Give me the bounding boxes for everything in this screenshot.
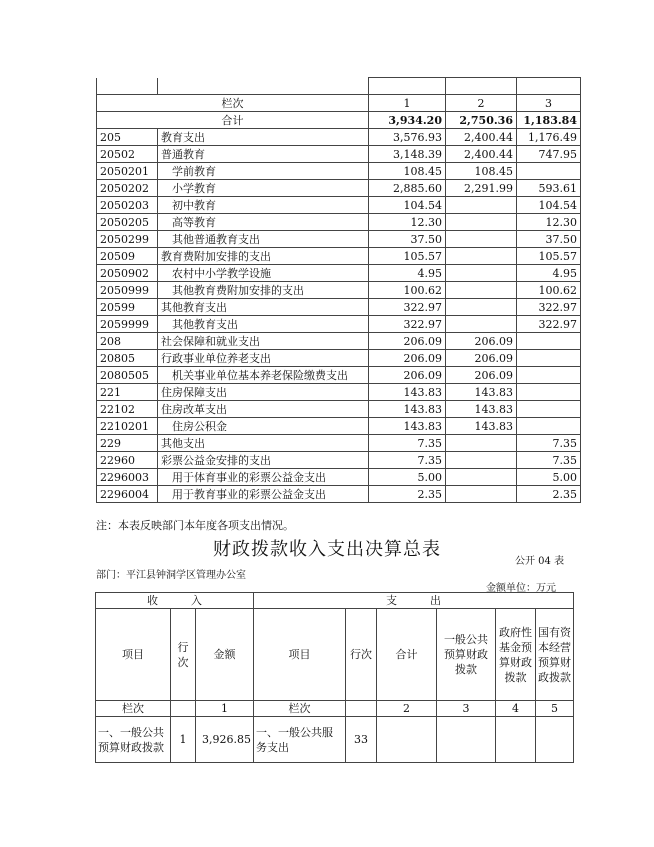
value-col-1: 105.57 [369, 248, 446, 265]
table-row [97, 384, 581, 401]
department-label: 部门：平江县钟洞学区管理办公室 [96, 570, 246, 581]
general-index: 3 [437, 701, 496, 717]
expense-line-index-blank [346, 701, 377, 717]
value-col-3 [517, 163, 581, 180]
value-col-2: 2,400.44 [446, 129, 517, 146]
subject-name: 初中教育 [158, 197, 369, 214]
value-col-1: 322.97 [369, 316, 446, 333]
subject-code: 229 [97, 435, 158, 452]
subject-code: 2296003 [97, 469, 158, 486]
value-col-1: 37.50 [369, 231, 446, 248]
subject-name: 机关事业单位基本养老保险缴费支出 [158, 367, 369, 384]
amount-unit-label: 金额单位：万元 [486, 583, 556, 594]
value-col-3: 4.95 [517, 265, 581, 282]
subject-code: 2050201 [97, 163, 158, 180]
subject-code: 221 [97, 384, 158, 401]
value-col-2 [446, 214, 517, 231]
value-col-3: 12.30 [517, 214, 581, 231]
total-value-3: 1,183.84 [517, 112, 581, 129]
value-col-2: 2,291.99 [446, 180, 517, 197]
value-col-1: 5.00 [369, 469, 446, 486]
table-row [97, 231, 581, 248]
expense-section-header: 支 出 [254, 593, 574, 609]
subject-code: 2050902 [97, 265, 158, 282]
value-col-1: 206.09 [369, 350, 446, 367]
subject-name: 住房保障支出 [158, 384, 369, 401]
header-cell-blank [517, 78, 581, 95]
subject-name: 普通教育 [158, 146, 369, 163]
income-section-header: 收 入 [96, 593, 254, 609]
value-col-3: 37.50 [517, 231, 581, 248]
column-index-row [97, 95, 581, 112]
table-row [97, 282, 581, 299]
expense-state-capital [536, 717, 574, 763]
value-col-2 [446, 469, 517, 486]
column-number-1: 1 [369, 95, 446, 112]
value-col-3: 593.61 [517, 180, 581, 197]
subject-code: 208 [97, 333, 158, 350]
value-col-2: 143.83 [446, 384, 517, 401]
value-col-1: 104.54 [369, 197, 446, 214]
total-row [97, 112, 581, 129]
value-col-1: 108.45 [369, 163, 446, 180]
value-col-2: 143.83 [446, 418, 517, 435]
expense-general [437, 717, 496, 763]
expense-item-header: 项目 [254, 609, 346, 701]
table-row [97, 129, 581, 146]
value-col-2: 143.83 [446, 401, 517, 418]
value-col-3: 322.97 [517, 299, 581, 316]
value-col-1: 4.95 [369, 265, 446, 282]
subject-name: 教育费附加安排的支出 [158, 248, 369, 265]
table-row [97, 146, 581, 163]
subject-name: 其他普通教育支出 [158, 231, 369, 248]
expense-item: 一、一般公共服务支出 [254, 717, 346, 763]
value-col-2 [446, 197, 517, 214]
table-row [97, 180, 581, 197]
value-col-1: 206.09 [369, 333, 446, 350]
income-line-header: 行次 [171, 609, 196, 701]
state-capital-index: 5 [536, 701, 574, 717]
value-col-1: 322.97 [369, 299, 446, 316]
subject-name: 其他教育支出 [158, 316, 369, 333]
column-index-row [96, 701, 574, 717]
value-col-3: 100.62 [517, 282, 581, 299]
section-header-row [96, 593, 574, 609]
value-col-3 [517, 333, 581, 350]
value-col-3: 7.35 [517, 452, 581, 469]
subject-code: 205 [97, 129, 158, 146]
subject-name: 其他教育费附加安排的支出 [158, 282, 369, 299]
value-col-1: 7.35 [369, 435, 446, 452]
subject-name: 小学教育 [158, 180, 369, 197]
expense-index-label: 栏次 [254, 701, 346, 717]
income-amount-header: 金额 [196, 609, 254, 701]
value-col-3: 5.00 [517, 469, 581, 486]
value-col-1: 3,148.39 [369, 146, 446, 163]
subject-code: 20599 [97, 299, 158, 316]
column-number-3: 3 [517, 95, 581, 112]
value-col-1: 143.83 [369, 418, 446, 435]
subject-code: 2050999 [97, 282, 158, 299]
subject-name: 用于教育事业的彩票公益金支出 [158, 486, 369, 503]
subject-code: 2050202 [97, 180, 158, 197]
table-row [97, 367, 581, 384]
subject-code: 22102 [97, 401, 158, 418]
subject-code: 2059999 [97, 316, 158, 333]
value-col-1: 7.35 [369, 452, 446, 469]
value-col-2: 206.09 [446, 333, 517, 350]
state-capital-header: 国有资本经营预算财政拨款 [536, 609, 574, 701]
table-row [97, 469, 581, 486]
subject-name: 用于体育事业的彩票公益金支出 [158, 469, 369, 486]
value-col-3: 1,176.49 [517, 129, 581, 146]
value-col-3: 322.97 [517, 316, 581, 333]
header-cell-blank [446, 78, 517, 95]
value-col-3: 104.54 [517, 197, 581, 214]
subject-name: 其他教育支出 [158, 299, 369, 316]
header-cell-blank [158, 78, 369, 95]
value-col-3 [517, 350, 581, 367]
expense-total [377, 717, 437, 763]
fiscal-appropriation-summary-table [95, 592, 574, 763]
subject-name: 农村中小学教学设施 [158, 265, 369, 282]
subject-name: 其他支出 [158, 435, 369, 452]
subject-code: 20502 [97, 146, 158, 163]
column-index-label: 栏次 [97, 95, 369, 112]
total-label: 合计 [97, 112, 369, 129]
value-col-3 [517, 384, 581, 401]
subject-code: 2050205 [97, 214, 158, 231]
header-cell-blank [97, 78, 158, 95]
table-row [97, 265, 581, 282]
total-value-2: 2,750.36 [446, 112, 517, 129]
form-number: 公开 04 表 [515, 556, 565, 567]
table-row [97, 418, 581, 435]
value-col-2 [446, 248, 517, 265]
table-row [97, 452, 581, 469]
value-col-2: 108.45 [446, 163, 517, 180]
value-col-2 [446, 231, 517, 248]
expense-line: 33 [346, 717, 377, 763]
subject-name: 学前教育 [158, 163, 369, 180]
income-index-label: 栏次 [96, 701, 171, 717]
table-row [96, 717, 574, 763]
table-row [97, 486, 581, 503]
table-row [97, 401, 581, 418]
subject-name: 社会保障和就业支出 [158, 333, 369, 350]
value-col-1: 100.62 [369, 282, 446, 299]
table-row [97, 197, 581, 214]
table-row [97, 333, 581, 350]
subject-code: 20509 [97, 248, 158, 265]
table-row [97, 316, 581, 333]
value-col-2 [446, 486, 517, 503]
table-row [97, 248, 581, 265]
income-line: 1 [171, 717, 196, 763]
total-header: 合计 [377, 609, 437, 701]
total-value-1: 3,934.20 [369, 112, 446, 129]
value-col-1: 3,576.93 [369, 129, 446, 146]
table-header-continuation-row [97, 78, 581, 95]
value-col-1: 12.30 [369, 214, 446, 231]
column-number-2: 2 [446, 95, 517, 112]
value-col-3 [517, 418, 581, 435]
income-item-header: 项目 [96, 609, 171, 701]
value-col-2: 206.09 [446, 367, 517, 384]
subject-code: 2050299 [97, 231, 158, 248]
value-col-3: 7.35 [517, 435, 581, 452]
value-col-1: 143.83 [369, 384, 446, 401]
subject-code: 2296004 [97, 486, 158, 503]
value-col-3: 747.95 [517, 146, 581, 163]
gov-fund-header: 政府性基金预算财政拨款 [496, 609, 536, 701]
income-line-index-blank [171, 701, 196, 717]
value-col-2 [446, 299, 517, 316]
gov-fund-index: 4 [496, 701, 536, 717]
subject-name: 彩票公益金安排的支出 [158, 452, 369, 469]
value-col-2: 206.09 [446, 350, 517, 367]
table-row [97, 299, 581, 316]
value-col-2 [446, 265, 517, 282]
column-header-row [96, 609, 574, 701]
subject-code: 20805 [97, 350, 158, 367]
table-note: 注：本表反映部门本年度各项支出情况。 [96, 519, 294, 532]
income-amount-index: 1 [196, 701, 254, 717]
table-row [97, 214, 581, 231]
value-col-2 [446, 435, 517, 452]
value-col-1: 2,885.60 [369, 180, 446, 197]
value-col-1: 206.09 [369, 367, 446, 384]
subject-code: 22960 [97, 452, 158, 469]
table2-title: 财政拨款收入支出决算总表 [213, 539, 441, 560]
subject-code: 2210201 [97, 418, 158, 435]
value-col-3: 105.57 [517, 248, 581, 265]
value-col-2: 2,400.44 [446, 146, 517, 163]
value-col-3 [517, 367, 581, 384]
table-row [97, 435, 581, 452]
subject-code: 2050203 [97, 197, 158, 214]
general-budget-header: 一般公共预算财政拨款 [437, 609, 496, 701]
subject-name: 高等教育 [158, 214, 369, 231]
income-amount: 3,926.85 [196, 717, 254, 763]
expenditure-detail-table [96, 77, 581, 503]
expense-line-header: 行次 [346, 609, 377, 701]
value-col-2 [446, 452, 517, 469]
value-col-1: 143.83 [369, 401, 446, 418]
value-col-3 [517, 401, 581, 418]
subject-name: 住房改革支出 [158, 401, 369, 418]
total-index: 2 [377, 701, 437, 717]
subject-name: 教育支出 [158, 129, 369, 146]
value-col-2 [446, 316, 517, 333]
subject-code: 2080505 [97, 367, 158, 384]
table-row [97, 350, 581, 367]
expense-gov-fund [496, 717, 536, 763]
income-item: 一、一般公共预算财政拨款 [96, 717, 171, 763]
value-col-1: 2.35 [369, 486, 446, 503]
value-col-2 [446, 282, 517, 299]
header-cell-blank [369, 78, 446, 95]
table-row [97, 163, 581, 180]
value-col-3: 2.35 [517, 486, 581, 503]
subject-name: 行政事业单位养老支出 [158, 350, 369, 367]
subject-name: 住房公积金 [158, 418, 369, 435]
